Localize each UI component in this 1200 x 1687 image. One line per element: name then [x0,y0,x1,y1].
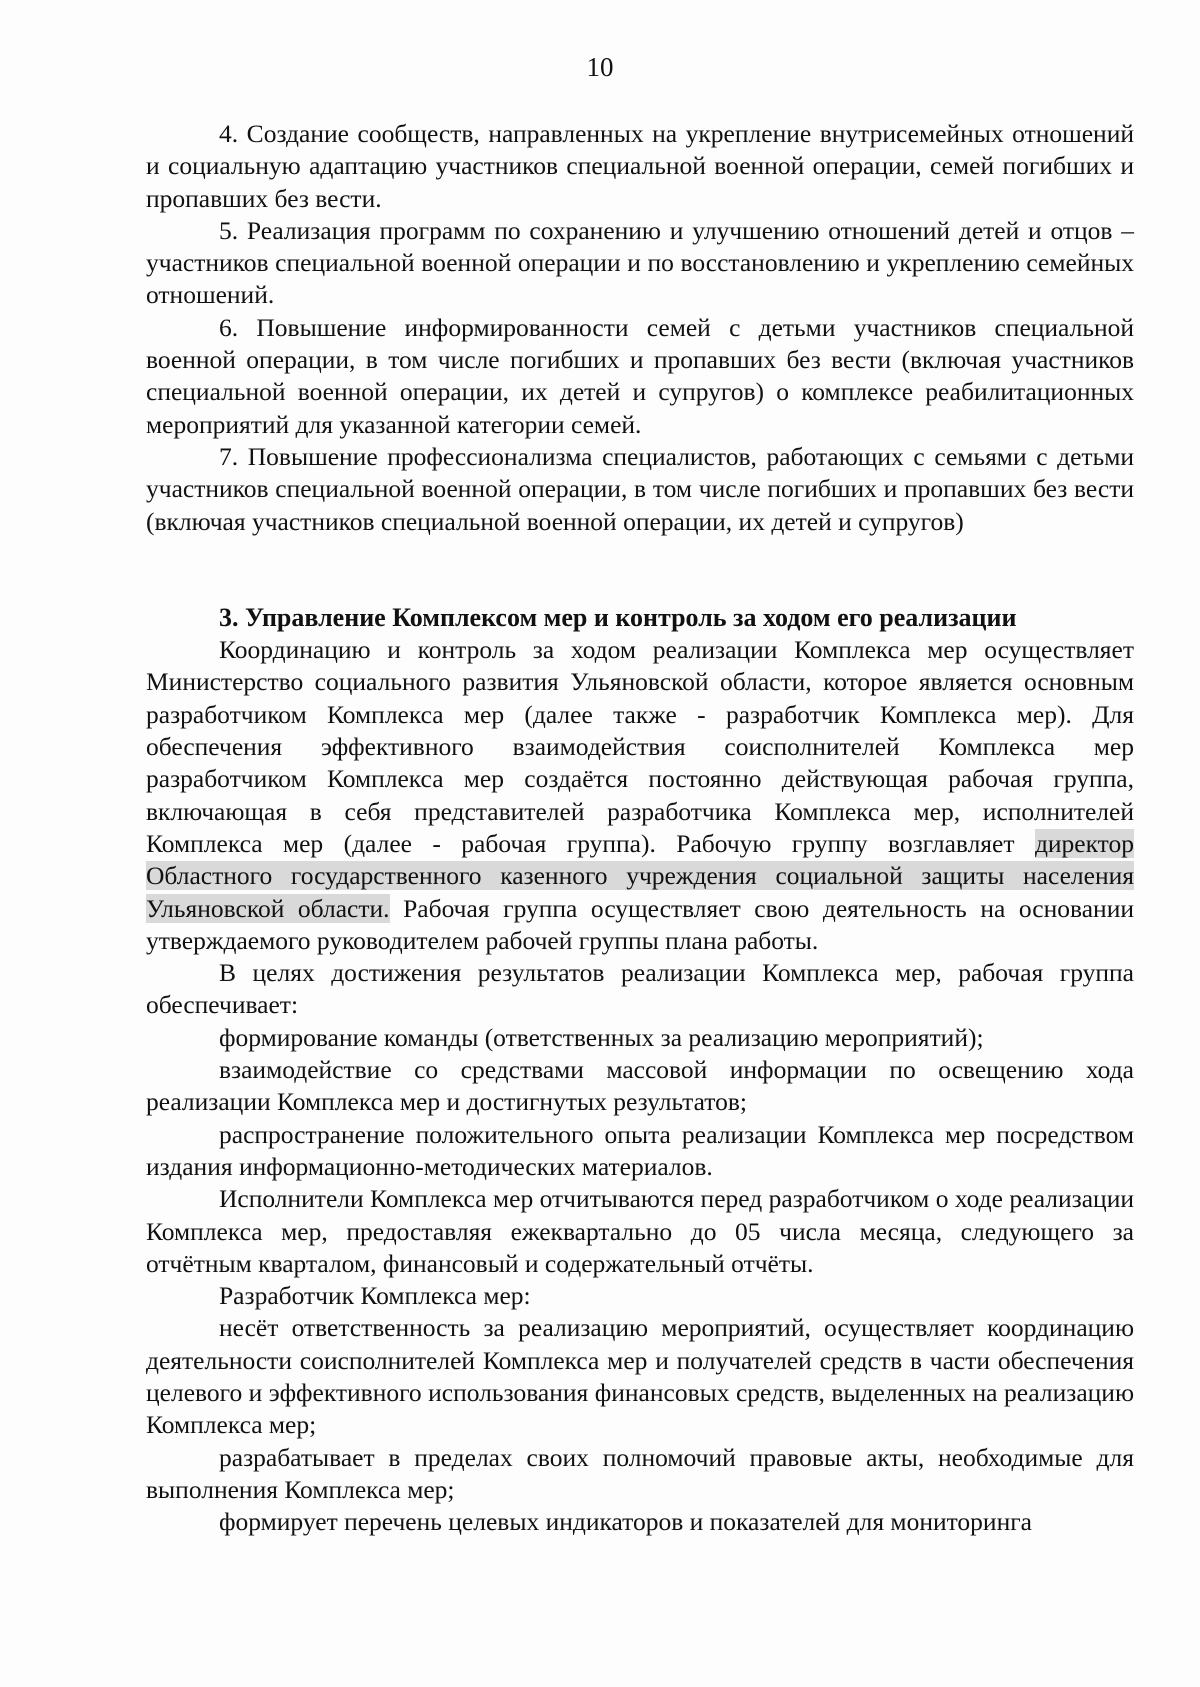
page-number: 10 [586,52,614,82]
paragraph-responsibility: несёт ответственность за реализацию мероприятий, осуществляет координацию деятельности соисполнителей Комплекса мер и получателей средств в части обеспечения целевого и эффективного использования финансовых средств, выделенных на реализацию Комплекса мер; [146,1313,1134,1440]
paragraph-legal-acts: разрабатывает в пределах своих полномочий правовые акты, необходимые для выполнения Комплекса мер; [146,1442,1134,1504]
paragraph-indicators: формирует перечень целевых индикаторов и показателей для мониторинга [219,1507,1032,1537]
coordination-text-end: Рабочая группа осуществляет свою деятельность на основании утверждаемого руководителем рабочей группы плана работы. [146,893,1134,955]
paragraph-team: формирование команды (ответственных за реализацию мероприятий); [219,1022,984,1052]
paragraph-experience: распространение положительного опыта реализации Комплекса мер посредством издания информационно-методических материалов. [146,1119,1134,1181]
list-item-5: 5. Реализация программ по сохранению и улучшению отношений детей и отцов – участников специальной военной операции и по восстановлению и укреплению семейных отношений. [146,215,1134,310]
section-heading: 3. Управление Комплексом мер и контроль за ходом его реализации [219,602,1017,632]
coordination-paragraph [146,634,1134,957]
coordination-text-start: Координацию и контроль за ходом реализации Комплекса мер осуществляет Министерство социального развития Ульяновской области, которое является основным разработчиком Комплекса мер (далее также - разработчик Комплекса мер). Для обеспечения эффективного взаимодействия соисполнителей Комплекса мер разработчиком Комплекса мер создаётся постоянно действующая рабочая группа, включающая в себя представителей разработчика Комплекса мер, исполнителей Комплекса мер (далее - рабочая группа). Рабочую группу возглавляет [146,635,1134,858]
section-spacer [146,538,1134,602]
paragraph-developer: Разработчик Комплекса мер: [219,1281,531,1311]
list-item-7: 7. Повышение профессионализма специалистов, работающих с семьями с детьми участников специальной военной операции, в том числе погибших и пропавших без вести (включая участников специальной военной операции, их детей и супругов) [146,441,1134,536]
list-item-4: 4. Создание сообществ, направленных на укрепление внутрисемейных отношений и социальную адаптацию участников специальной военной операции, семей погибших и пропавших без вести. [146,119,1134,213]
paragraph-media: взаимодействие со средствами массовой информации по освещению хода реализации Комплекса мер и достигнутых результатов; [146,1055,1134,1117]
paragraph-goals: В целях достижения результатов реализации Комплекса мер, рабочая группа обеспечивает: [146,958,1134,1020]
highlighted-text: директор Областного государственного казенного учреждения социальной защиты населения Ульяновской области. [146,828,1134,923]
list-item-6: 6. Повышение информированности семей с детьми участников специальной военной операции, в том числе погибших и пропавших без вести (включая участников специальной военной операции, их детей и супругов) о комплексе реабилитационных мероприятий для указанной категории семей. [146,312,1134,439]
document-body [146,118,1134,1538]
paragraph-reporting: Исполнители Комплекса мер отчитываются перед разработчиком о ходе реализации Комплекса мер, предоставляя ежеквартально до 05 числа месяца, следующего за отчётным кварталом, финансовый и содержательный отчёты. [146,1184,1134,1278]
